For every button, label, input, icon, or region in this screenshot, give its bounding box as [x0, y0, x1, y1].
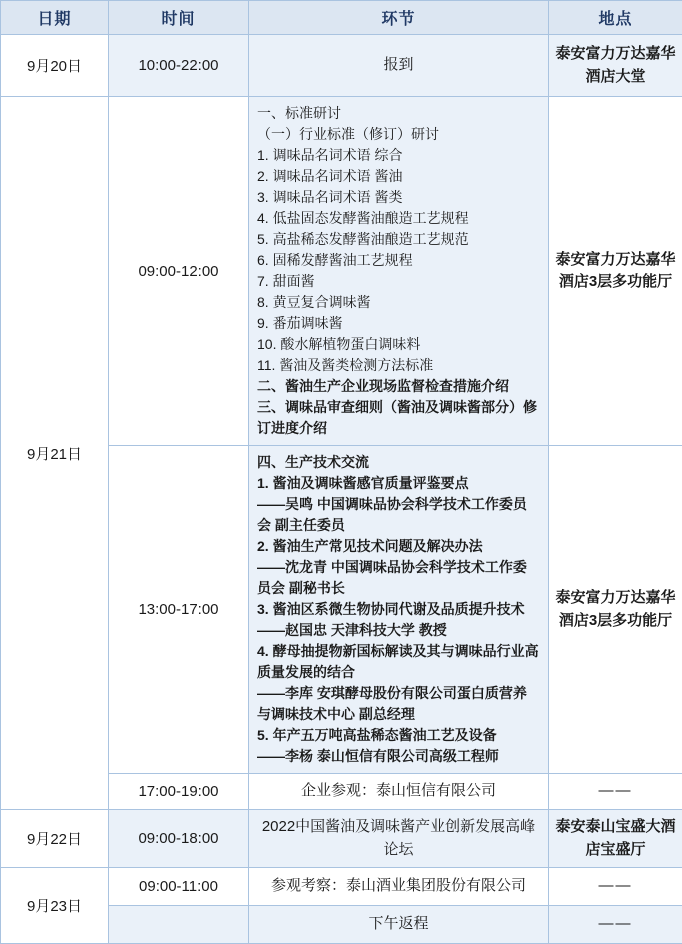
header-row: [1, 1, 682, 35]
row-place: ——: [549, 868, 682, 906]
session-line: 3. 酱油区系微生物协同代谢及品质提升技术: [257, 599, 540, 620]
session-line: 4. 酵母抽提物新国标解读及其与调味品行业高质量发展的结合: [257, 641, 540, 683]
row-time: 10:00-22:00: [109, 35, 249, 97]
row-place: 泰安泰山宝盛大酒店宝盛厅: [549, 810, 682, 868]
table-row: [1, 810, 682, 868]
row-time: 09:00-12:00: [109, 97, 249, 446]
table-body: [1, 35, 682, 944]
row-place: ——: [549, 774, 682, 810]
header-session: 环节: [249, 1, 549, 35]
row-time: 09:00-18:00: [109, 810, 249, 868]
row-place: 泰安富力万达嘉华酒店3层多功能厅: [549, 97, 682, 446]
session-line: 1. 调味品名词术语 综合: [257, 145, 540, 166]
row-session: 报到: [249, 35, 549, 97]
session-line: 9. 番茄调味酱: [257, 313, 540, 334]
session-line: ——吴鸣 中国调味品协会科学技术工作委员会 副主任委员: [257, 494, 540, 536]
table-row: [1, 35, 682, 97]
row-date: 9月22日: [1, 810, 109, 868]
row-session: [249, 97, 549, 446]
table-row: [1, 97, 682, 446]
row-place: ——: [549, 906, 682, 944]
row-time: [109, 906, 249, 944]
session-line: 5. 年产五万吨高盐稀态酱油工艺及设备: [257, 725, 540, 746]
session-line: ——李库 安琪酵母股份有限公司蛋白质营养与调味技术中心 副总经理: [257, 683, 540, 725]
row-date: 9月21日: [1, 97, 109, 810]
session-line: 11. 酱油及酱类检测方法标准: [257, 355, 540, 376]
session-line: 2. 酱油生产常见技术问题及解决办法: [257, 536, 540, 557]
session-line: 8. 黄豆复合调味酱: [257, 292, 540, 313]
session-line: ——赵国忠 天津科技大学 教授: [257, 620, 540, 641]
row-time: 17:00-19:00: [109, 774, 249, 810]
header-date: 日期: [1, 1, 109, 35]
session-line: 3. 调味品名词术语 酱类: [257, 187, 540, 208]
row-place: 泰安富力万达嘉华酒店3层多功能厅: [549, 446, 682, 774]
row-place: 泰安富力万达嘉华酒店大堂: [549, 35, 682, 97]
session-line: 二、酱油生产企业现场监督检查措施介绍: [257, 376, 540, 397]
row-session: 下午返程: [249, 906, 549, 944]
session-line: 四、生产技术交流: [257, 452, 540, 473]
session-line: 1. 酱油及调味酱感官质量评鉴要点: [257, 473, 540, 494]
header-time: 时间: [109, 1, 249, 35]
row-time: 13:00-17:00: [109, 446, 249, 774]
row-session: [249, 446, 549, 774]
row-session: 参观考察：泰山酒业集团股份有限公司: [249, 868, 549, 906]
table-header: [1, 1, 682, 35]
session-line: 三、调味品审查细则（酱油及调味酱部分）修订进度介绍: [257, 397, 540, 439]
row-session: 企业参观：泰山恒信有限公司: [249, 774, 549, 810]
row-time: 09:00-11:00: [109, 868, 249, 906]
session-line: 10. 酸水解植物蛋白调味料: [257, 334, 540, 355]
session-line: （一）行业标准（修订）研讨: [257, 124, 540, 145]
session-line: 6. 固稀发酵酱油工艺规程: [257, 250, 540, 271]
table-row: [1, 868, 682, 906]
session-line: ——李杨 泰山恒信有限公司高级工程师: [257, 746, 540, 767]
header-place: 地点: [549, 1, 682, 35]
session-line: 7. 甜面酱: [257, 271, 540, 292]
row-date: 9月23日: [1, 868, 109, 944]
session-line: 2. 调味品名词术语 酱油: [257, 166, 540, 187]
session-line: 4. 低盐固态发酵酱油酿造工艺规程: [257, 208, 540, 229]
session-line: ——沈龙青 中国调味品协会科学技术工作委员会 副秘书长: [257, 557, 540, 599]
session-line: 一、标准研讨: [257, 103, 540, 124]
session-line: 5. 高盐稀态发酵酱油酿造工艺规范: [257, 229, 540, 250]
row-date: 9月20日: [1, 35, 109, 97]
row-session: 2022中国酱油及调味酱产业创新发展高峰论坛: [249, 810, 549, 868]
